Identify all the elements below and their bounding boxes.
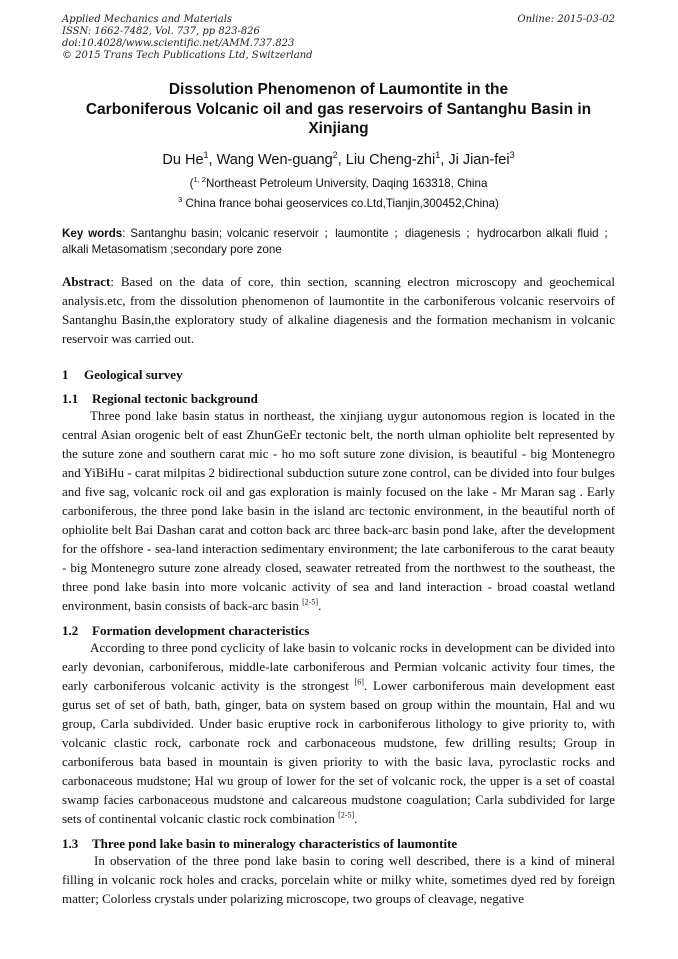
title-line-1: Dissolution Phenomenon of Laumontite in the [168,81,509,98]
section-heading-1 [62,366,615,384]
author-list: Du He$^1$, Wang Wen-guang$^2$, Liu Cheng-zhi$^1$, Ji Jian-fei$^3$ [162,150,515,168]
affiliation-2 [62,192,615,211]
title-line-2: Carboniferous Volcanic oil and gas reservoirs of Santanghu Basin in [85,100,592,118]
subsection-title: Regional tectonic background [92,391,258,406]
keywords-text: : Santanghu basin; volcanic reservoir ；laumontite ；diagenesis ；hydrocarbon alkali fluid ；alkali Metasomatism ;secondary pore zone [62,227,615,256]
affiliation-1-text: Northeast Petroleum University, Daqing 163318, China [205,176,488,190]
affiliation-1-mark: 1, 2 [193,175,206,184]
author-affiliation-mark: 2 [332,150,338,160]
doi-line: doi:10.4028/www.scientific.net/AMM.737.823 [62,38,295,49]
affiliation-open-paren: ( [189,176,194,190]
subsection-title: Formation development characteristics [92,623,310,638]
paragraph-text: . Lower carboniferous main development east gurus set of set of bath, bath, ginger, bata on system based on group within the mountain, Hal and wu group, Carla subdivided. Under basic eruptive rock in carboniferous lithology to give priority to, with volcanic clastic rock, carbonate rock and carbonaceous mudstone, few drilling results; Group in carboniferous bata based in mountain is given priority to with the basic lava, pyroclastic rocks and carbonaceous mudstone; Hal wu group of lower for the set of volcanic rock, the upper is a set of coastal swamp facies carbonaceous mudstone and calcareous mudstone coagulation; Carla subdivided for large sets of continental volcanic clastic rock combination [62,678,615,826]
citation: [6] [354,677,364,687]
title-line-3: Xinjiang [308,120,369,137]
paragraph-1-1 [62,406,615,615]
author-affiliation-mark: 1 [203,150,209,160]
author-name: Ji Jian-fei [448,151,510,168]
paragraph-end: . [354,811,358,826]
paragraph-1-2 [62,638,615,828]
affiliation-2-mark: 3 [178,195,183,204]
journal-header [62,14,615,62]
subsection-number: 1.3 [62,836,79,851]
affiliation-2-text: China france bohai geoservices co.Ltd,Tianjin,300452,China) [182,196,499,210]
paragraph-end: . [318,598,322,613]
journal-name: Applied Mechanics and Materials [62,14,233,25]
citation: [2-5] [338,810,355,820]
author-affiliation-mark: 3 [509,150,515,160]
abstract [62,272,615,348]
online-date: Online: 2015-03-02 [517,14,615,25]
abstract-text: : Based on the data of core, thin section, scanning electron microscopy and geochemical analysis.etc, from the dissolution phenomenon of laumontite in the carboniferous volcanic reservoirs of Santanghu Basin,the exploratory study of alkaline diagenesis and the formation mechanism in volcanic reservoir was carried out. [62,274,615,346]
subsection-number: 1.2 [62,623,79,638]
section-number: 1 [62,367,69,382]
section-title: Geological survey [84,367,183,382]
abstract-label: Abstract [62,274,111,289]
affiliation-1 [62,172,615,191]
paragraph-text: In observation of the three pond lake basin to coring well described, there is a kind of mineral filling in volcanic rock holes and cracks, porcelain white or milky white, sometimes dyed red by foreign matter; Colorless crystals under polarizing microscope, two groups of cleavage, negative [62,853,615,906]
author-name: Du He [162,151,204,168]
keywords [62,226,615,257]
paragraph-text: According to three pond cyclicity of lake basin to volcanic rocks in development can be divided into early devonian, carboniferous, middle-late carboniferous and Permian volcanic activity four times, the early carboniferous volcanic activity is the strongest [62,640,615,693]
paper-title [62,80,615,139]
subsection-title: Three pond lake basin to mineralogy characteristics of laumontite [92,836,458,851]
citation: [2-5] [302,597,319,607]
paragraph-1-3 [62,851,615,908]
issn-line: ISSN: 1662-7482, Vol. 737, pp 823-826 [62,26,260,37]
author-affiliation-mark: 1 [435,150,441,160]
copyright-line: © 2015 Trans Tech Publications Ltd, Switzerland [62,50,313,61]
author-name: Liu Cheng-zhi [345,151,436,168]
paragraph-text: Three pond lake basin status in northeast, the xinjiang uygur autonomous region is located in the central Asian orogenic belt of east ZhunGeEr tectonic belt, the north ulman ophiolite belt represented by the suture zone and southern carat mic - ho mo soft suture zone division, is beautiful - big Montenegro and YiBiHu - carat milpitas 2 bidirectional subduction suture zone control, can be divided into four bulges and five sag, volcanic rock oil and gas exploration is mainly focused on the lake - Mr Maran sag . Early carboniferous, the three pond lake basin in the island arc tectonic environment, in the beautiful north of ophiolite belt Bai Dashan carat and cotton back arc three back-arc basin pond lake, after the development for the offshore - sea-land interaction sedimentary environment; the late carboniferous to the carat beauty - big Montenegro suture zone already closed, seawater retreated from the northwest to the southeast, the three pond lake basin into more volcanic activity of sea and land interaction - broad coastal wetland environment, basin consists of back-arc basin [62,408,615,613]
keywords-label: Key words [62,227,123,240]
subsection-number: 1.1 [62,391,79,406]
author-name: Wang Wen-guang [216,151,333,168]
